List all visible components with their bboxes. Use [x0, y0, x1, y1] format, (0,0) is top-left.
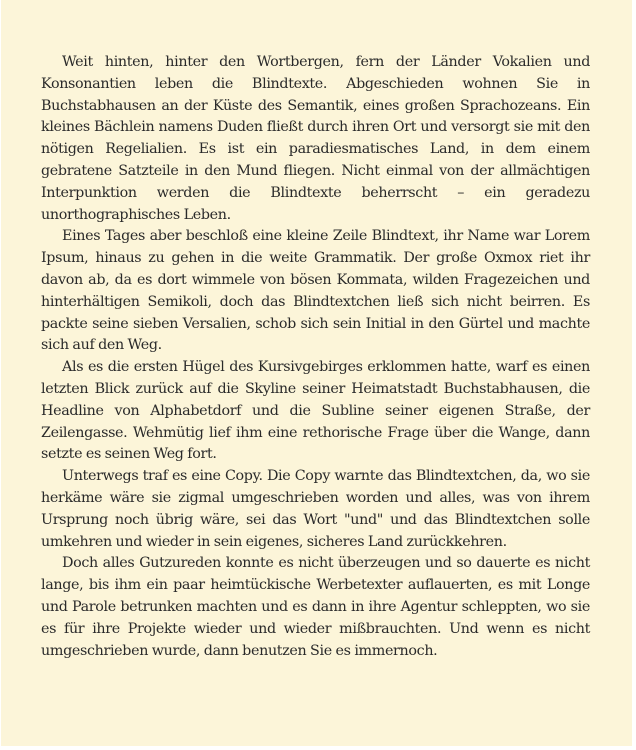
paragraph-1: Weit hinten, hinter den Wortbergen, fern der Länder Vokalien und Konsonantien leben die Blindtexte. Abgeschieden wohnen Sie in Buchstabhausen an der Küste des Semantik, eines großen Sprachozeans. Ein kleines Bächlein namens Duden fließt durch ihren Ort und versorgt sie mit den nötigen Regelialien. Es ist ein paradiesmatisches Land, in dem einem gebratene Satzteile in den Mund fliegen. Nicht einmal von der allmächtigen Interpunktion werden die Blindtexte beherrscht – ein geradezu unorthographisches Leben.: [41, 54, 590, 223]
document-page: [1, 0, 632, 746]
paragraph-4: Unterwegs traf es eine Copy. Die Copy warnte das Blindtextchen, da, wo sie herkäme wäre sie zigmal umgeschrieben worden und alles, was von ihrem Ursprung noch übrig wäre, sei das Wort "und" und das Blindtextchen solle umkehren und wieder in sein eigenes, sicheres Land zurückkehren.: [41, 468, 590, 550]
paragraph-3: Als es die ersten Hügel des Kursivgebirges erklommen hatte, warf es einen letzten Blick zurück auf die Skyline seiner Heimatstadt Buchstabhausen, die Headline von Alphabetdorf und die Subline seiner eigenen Straße, der Zeilengasse. Wehmütig lief ihm eine rethorische Frage über die Wange, dann setzte es seinen Weg fort.: [41, 359, 590, 463]
paragraph-5: Doch alles Gutzureden konnte es nicht überzeugen und so dauerte es nicht lange, bis ihm ein paar heimtückische Werbetexter auflauerten, es mit Longe und Parole betrunken machten und es dann in ihre Agentur schleppten, wo sie es für ihre Projekte wieder und wieder mißbrauchten. Und wenn es nicht umgeschrieben wurde, dann benutzen Sie es immernoch.: [41, 555, 590, 659]
paragraph-2: Eines Tages aber beschloß eine kleine Zeile Blindtext, ihr Name war Lorem Ipsum, hinaus zu gehen in die weite Grammatik. Der große Oxmox riet ihr davon ab, da es dort wimmele von bösen Kommata, wilden Fragezeichen und hinterhältigen Semikoli, doch das Blindtextchen ließ sich nicht beirren. Es packte seine sieben Versalien, schob sich sein Initial in den Gürtel und machte sich auf den Weg.: [41, 228, 590, 354]
body-text: [41, 52, 590, 662]
